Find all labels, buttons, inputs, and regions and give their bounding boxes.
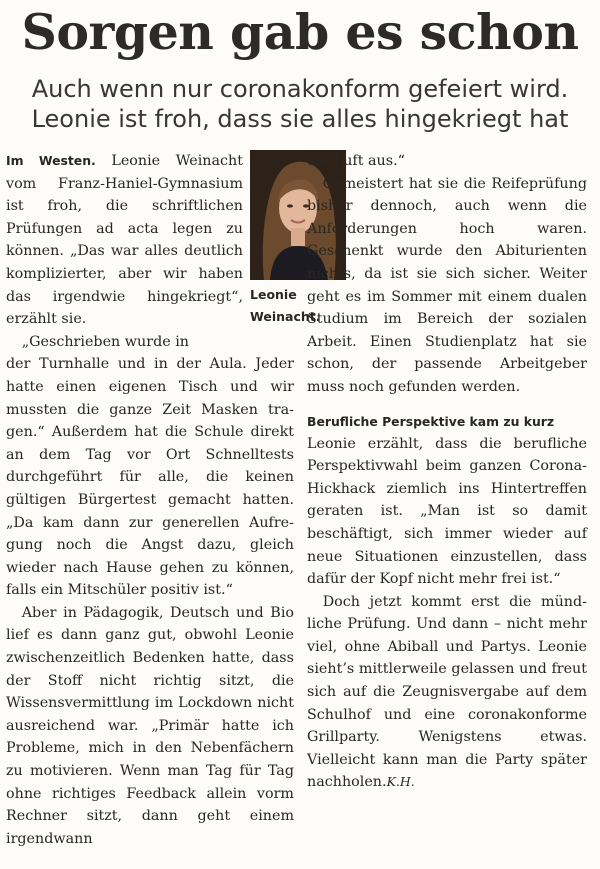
paragraph-2-rest: der Turnhalle und in der Aula. Jeder hatte einen eigenen Tisch und wir mussten die ganze Zeit Masken tragen.“ Außerdem hat die Schule direkt an dem Tag vor Ort Schnelltests durchgeführt für alle, die keinen gültigen Bürgertest gemacht hatten. „Da kam dann zur generellen Aufregung noch die Angst dazu, gleich wieder nach Hause gehen zu können, falls ein Mitschüler positiv ist.“ bbox=[6, 356, 294, 599]
subheadline-line-2: Leonie ist froh, dass sie alles hingekriegt hat bbox=[31, 105, 569, 133]
paragraph-6 bbox=[307, 591, 587, 794]
headline: Sorgen gab es schon bbox=[21, 3, 579, 61]
paragraph-1-text: Leonie Weinacht vom Franz-Haniel-Gymnasium ist froh, die schriftlichen Prüfungen ad acta legen zu können. „Das war alles deutlich komplizierter, aber wir haben das irgendwie hingekriegt“, erzählt sie. bbox=[6, 153, 243, 328]
paragraph-1 bbox=[6, 150, 243, 331]
article-column-2 bbox=[307, 150, 587, 794]
paragraph-6-text: Doch jetzt kommt erst die mündliche Prüfung. Und dann – nicht mehr viel, ohne Abiball und Partys. Leonie sieht’s mittlerweile gelassen und freut sich auf die Zeugnisvergabe auf dem Schulhof und eine coronakonforme Grillparty. Wenigstens etwas. Vielleicht kann man die Party später nachholen. bbox=[307, 593, 587, 791]
column-1-narrow-part bbox=[6, 150, 243, 353]
paragraph-continuation: die Luft aus.“ bbox=[307, 153, 405, 169]
subheadline-line-1: Auch wenn nur coronakonform gefeiert wird. bbox=[31, 75, 569, 103]
paragraph-4: Gemeistert hat sie die Reifeprüfung bisher dennoch, auch wenn die Anforderungen hoch waren. Geschenkt wurde den Abiturienten nichts, da ist sie sich sicher. Weiter geht es im Sommer mit einem dualen Studium im Bereich der sozialen Arbeit. Einen Studienplatz hat sie schon, der passende Arbeitgeber muss noch gefunden werden. bbox=[307, 175, 587, 395]
photo-caption: Leonie Weinacht. bbox=[250, 287, 321, 324]
paragraph-2-start: „Geschrieben wurde in bbox=[21, 333, 190, 350]
paragraph-3: Aber in Pädagogik, Deutsch und Bio lief es dann ganz gut, obwohl Leonie zwischenzeitlich Bedenken hatte, dass der Stoff nicht richtig sitzt, die Wissensvermittlung im Lockdown nicht ausreichend war. „Primär hatte ich Probleme, mich in den Nebenfächern zu motivieren. Wenn man Tag für Tag ohne richtiges Feedback allein vorm Rechner sitzt, dann geht einem irgendwann bbox=[6, 604, 294, 847]
author-signature: K.H. bbox=[386, 774, 415, 790]
paragraph-5: Leonie erzählt, dass die berufliche Perspektivwahl beim ganzen Corona-Hickhack ziemlich ins Hintertreffen geraten ist. „Man ist so damit beschäftigt, sich immer wieder auf neue Situationen einzustellen, dass dafür der Kopf nicht mehr frei ist.“ bbox=[307, 435, 587, 588]
section-heading: Berufliche Perspektive kam zu kurz bbox=[307, 413, 555, 429]
dateline: Im Westen. bbox=[6, 153, 96, 168]
